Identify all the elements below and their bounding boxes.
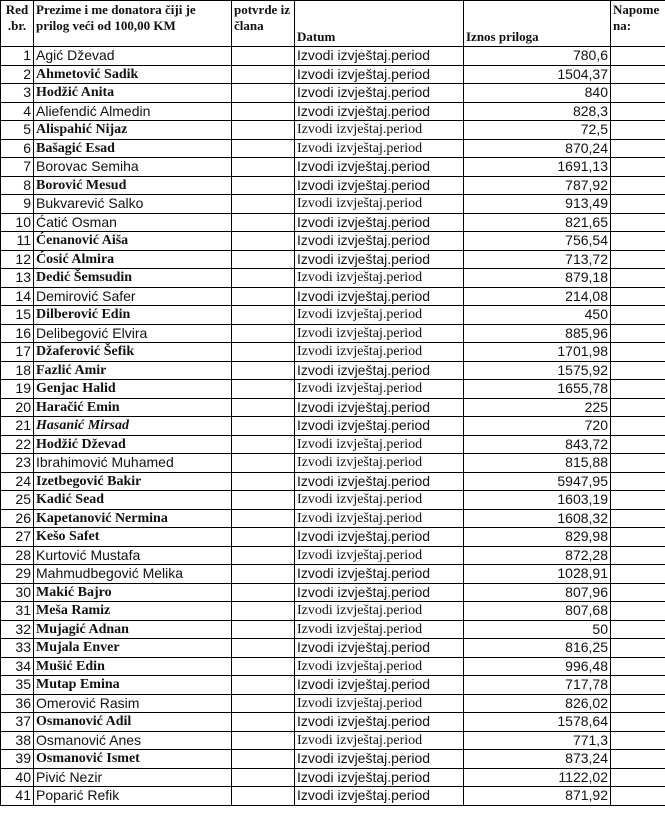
row-number: 39 — [1, 750, 34, 769]
napomena-cell — [611, 713, 665, 732]
napomena-cell — [611, 620, 665, 639]
table-row — [1, 676, 665, 695]
potvrde-cell — [232, 269, 295, 288]
iznos-cell: 872,28 — [464, 546, 611, 565]
table-row — [1, 232, 665, 251]
napomena-cell — [611, 565, 665, 584]
row-number: 36 — [1, 694, 34, 713]
header-iznos: Iznos priloga — [464, 1, 611, 47]
iznos-cell: 1603,19 — [464, 491, 611, 510]
donor-name: Kurtović Mustafa — [34, 546, 232, 565]
donor-name: Hasanić Mirsad — [34, 417, 232, 436]
row-number: 40 — [1, 768, 34, 787]
napomena-cell — [611, 472, 665, 491]
table-row — [1, 731, 665, 750]
table-row — [1, 620, 665, 639]
napomena-cell — [611, 398, 665, 417]
napomena-cell — [611, 343, 665, 362]
potvrde-cell — [232, 676, 295, 695]
table-row — [1, 65, 665, 84]
table-row — [1, 435, 665, 454]
donor-name: Omerović Rasim — [34, 694, 232, 713]
datum-cell: Izvodi izvještaj.period — [295, 787, 464, 806]
potvrde-cell — [232, 546, 295, 565]
datum-cell: Izvodi izvještaj.period — [295, 176, 464, 195]
iznos-cell: 996,48 — [464, 657, 611, 676]
datum-cell: Izvodi izvještaj.period — [295, 324, 464, 343]
datum-cell: Izvodi izvještaj.period — [295, 102, 464, 121]
iznos-cell: 1122,02 — [464, 768, 611, 787]
row-number: 33 — [1, 639, 34, 658]
datum-cell: Izvodi izvještaj.period — [295, 731, 464, 750]
potvrde-cell — [232, 435, 295, 454]
donor-name: Ćatić Osman — [34, 213, 232, 232]
iznos-cell: 885,96 — [464, 324, 611, 343]
napomena-cell — [611, 528, 665, 547]
row-number: 1 — [1, 47, 34, 66]
potvrde-cell — [232, 361, 295, 380]
donor-name: Haračić Emin — [34, 398, 232, 417]
napomena-cell — [611, 787, 665, 806]
datum-cell: Izvodi izvještaj.period — [295, 676, 464, 695]
potvrde-cell — [232, 195, 295, 214]
napomena-cell — [611, 47, 665, 66]
potvrde-cell — [232, 213, 295, 232]
potvrde-cell — [232, 583, 295, 602]
potvrde-cell — [232, 787, 295, 806]
row-number: 27 — [1, 528, 34, 547]
iznos-cell: 450 — [464, 306, 611, 325]
iznos-cell: 879,18 — [464, 269, 611, 288]
donor-name: Alispahić Nijaz — [34, 121, 232, 140]
iznos-cell: 5947,95 — [464, 472, 611, 491]
table-row — [1, 750, 665, 769]
donor-name: Borović Mesud — [34, 176, 232, 195]
table-row — [1, 639, 665, 658]
datum-cell: Izvodi izvještaj.period — [295, 47, 464, 66]
potvrde-cell — [232, 768, 295, 787]
row-number: 13 — [1, 269, 34, 288]
potvrde-cell — [232, 602, 295, 621]
datum-cell: Izvodi izvještaj.period — [295, 435, 464, 454]
potvrde-cell — [232, 287, 295, 306]
iznos-cell: 829,98 — [464, 528, 611, 547]
donor-name: Izetbegović Bakir — [34, 472, 232, 491]
napomena-cell — [611, 602, 665, 621]
row-number: 35 — [1, 676, 34, 695]
napomena-cell — [611, 509, 665, 528]
donor-name: Fazlić Amir — [34, 361, 232, 380]
row-number: 37 — [1, 713, 34, 732]
napomena-cell — [611, 380, 665, 399]
table-row — [1, 454, 665, 473]
potvrde-cell — [232, 657, 295, 676]
napomena-cell — [611, 102, 665, 121]
datum-cell: Izvodi izvještaj.period — [295, 195, 464, 214]
potvrde-cell — [232, 398, 295, 417]
table-row — [1, 657, 665, 676]
donor-name: Poparić Refik — [34, 787, 232, 806]
table-row — [1, 306, 665, 325]
napomena-cell — [611, 639, 665, 658]
table-row — [1, 195, 665, 214]
row-number: 22 — [1, 435, 34, 454]
iznos-cell: 807,68 — [464, 602, 611, 621]
datum-cell: Izvodi izvještaj.period — [295, 472, 464, 491]
iznos-cell: 720 — [464, 417, 611, 436]
header-row — [1, 1, 665, 47]
potvrde-cell — [232, 417, 295, 436]
napomena-cell — [611, 158, 665, 177]
napomena-cell — [611, 84, 665, 103]
table-row — [1, 84, 665, 103]
napomena-cell — [611, 213, 665, 232]
iznos-cell: 1504,37 — [464, 65, 611, 84]
row-number: 17 — [1, 343, 34, 362]
napomena-cell — [611, 195, 665, 214]
potvrde-cell — [232, 491, 295, 510]
datum-cell: Izvodi izvještaj.period — [295, 213, 464, 232]
row-number: 12 — [1, 250, 34, 269]
datum-cell: Izvodi izvještaj.period — [295, 232, 464, 251]
table-row — [1, 287, 665, 306]
row-number: 41 — [1, 787, 34, 806]
datum-cell: Izvodi izvještaj.period — [295, 121, 464, 140]
table-row — [1, 324, 665, 343]
napomena-cell — [611, 454, 665, 473]
napomena-cell — [611, 250, 665, 269]
donor-name: Mujala Enver — [34, 639, 232, 658]
potvrde-cell — [232, 713, 295, 732]
napomena-cell — [611, 361, 665, 380]
donor-name: Agić Dževad — [34, 47, 232, 66]
napomena-cell — [611, 750, 665, 769]
donor-name: Makić Bajro — [34, 583, 232, 602]
datum-cell: Izvodi izvještaj.period — [295, 250, 464, 269]
potvrde-cell — [232, 565, 295, 584]
potvrde-cell — [232, 750, 295, 769]
iznos-cell: 870,24 — [464, 139, 611, 158]
datum-cell: Izvodi izvještaj.period — [295, 528, 464, 547]
datum-cell: Izvodi izvještaj.period — [295, 768, 464, 787]
iznos-cell: 871,92 — [464, 787, 611, 806]
row-number: 11 — [1, 232, 34, 251]
napomena-cell — [611, 694, 665, 713]
row-number: 10 — [1, 213, 34, 232]
donor-name: Ćenanović Aiša — [34, 232, 232, 251]
potvrde-cell — [232, 47, 295, 66]
potvrde-cell — [232, 121, 295, 140]
table-row — [1, 546, 665, 565]
row-number: 2 — [1, 65, 34, 84]
iznos-cell: 815,88 — [464, 454, 611, 473]
iznos-cell: 826,02 — [464, 694, 611, 713]
napomena-cell — [611, 417, 665, 436]
row-number: 5 — [1, 121, 34, 140]
donor-name: Mujagić Adnan — [34, 620, 232, 639]
iznos-cell: 1701,98 — [464, 343, 611, 362]
iznos-cell: 225 — [464, 398, 611, 417]
napomena-cell — [611, 269, 665, 288]
donor-name: Mahmudbegović Melika — [34, 565, 232, 584]
potvrde-cell — [232, 324, 295, 343]
potvrde-cell — [232, 84, 295, 103]
napomena-cell — [611, 232, 665, 251]
iznos-cell: 807,96 — [464, 583, 611, 602]
donor-name: Meša Ramiz — [34, 602, 232, 621]
donor-name: Dilberović Edin — [34, 306, 232, 325]
datum-cell: Izvodi izvještaj.period — [295, 657, 464, 676]
row-number: 30 — [1, 583, 34, 602]
row-number: 16 — [1, 324, 34, 343]
header-rb: Red .br. — [1, 1, 34, 47]
row-number: 28 — [1, 546, 34, 565]
table-row — [1, 176, 665, 195]
table-row — [1, 158, 665, 177]
table-row — [1, 509, 665, 528]
datum-cell: Izvodi izvještaj.period — [295, 620, 464, 639]
napomena-cell — [611, 657, 665, 676]
potvrde-cell — [232, 694, 295, 713]
iznos-cell: 1691,13 — [464, 158, 611, 177]
row-number: 26 — [1, 509, 34, 528]
datum-cell: Izvodi izvještaj.period — [295, 269, 464, 288]
donor-name: Borovac Semiha — [34, 158, 232, 177]
datum-cell: Izvodi izvještaj.period — [295, 398, 464, 417]
potvrde-cell — [232, 639, 295, 658]
table-row — [1, 583, 665, 602]
donor-name: Kešo Safet — [34, 528, 232, 547]
potvrde-cell — [232, 250, 295, 269]
row-number: 32 — [1, 620, 34, 639]
table-row — [1, 380, 665, 399]
napomena-cell — [611, 731, 665, 750]
datum-cell: Izvodi izvještaj.period — [295, 139, 464, 158]
donor-name: Hodžić Anita — [34, 84, 232, 103]
row-number: 7 — [1, 158, 34, 177]
donor-name: Osmanović Adil — [34, 713, 232, 732]
potvrde-cell — [232, 343, 295, 362]
iznos-cell: 771,3 — [464, 731, 611, 750]
potvrde-cell — [232, 139, 295, 158]
iznos-cell: 717,78 — [464, 676, 611, 695]
table-row — [1, 269, 665, 288]
table-row — [1, 213, 665, 232]
datum-cell: Izvodi izvještaj.period — [295, 583, 464, 602]
iznos-cell: 1028,91 — [464, 565, 611, 584]
table-row — [1, 472, 665, 491]
iznos-cell: 913,49 — [464, 195, 611, 214]
datum-cell: Izvodi izvještaj.period — [295, 84, 464, 103]
datum-cell: Izvodi izvještaj.period — [295, 361, 464, 380]
datum-cell: Izvodi izvještaj.period — [295, 417, 464, 436]
datum-cell: Izvodi izvještaj.period — [295, 565, 464, 584]
potvrde-cell — [232, 509, 295, 528]
donor-name: Delibegović Elvira — [34, 324, 232, 343]
iznos-cell: 756,54 — [464, 232, 611, 251]
row-number: 38 — [1, 731, 34, 750]
row-number: 8 — [1, 176, 34, 195]
datum-cell: Izvodi izvještaj.period — [295, 509, 464, 528]
table-row — [1, 602, 665, 621]
table-row — [1, 713, 665, 732]
donor-name: Ahmetović Sadik — [34, 65, 232, 84]
datum-cell: Izvodi izvještaj.period — [295, 287, 464, 306]
donor-name: Mutap Emina — [34, 676, 232, 695]
napomena-cell — [611, 491, 665, 510]
table-row — [1, 361, 665, 380]
datum-cell: Izvodi izvještaj.period — [295, 750, 464, 769]
iznos-cell: 214,08 — [464, 287, 611, 306]
iznos-cell: 1608,32 — [464, 509, 611, 528]
header-name: Prezime i me donatora čiji je prilog veći od 100,00 KM — [34, 1, 232, 47]
table-row — [1, 787, 665, 806]
table-row — [1, 694, 665, 713]
datum-cell: Izvodi izvještaj.period — [295, 306, 464, 325]
iznos-cell: 816,25 — [464, 639, 611, 658]
iznos-cell: 843,72 — [464, 435, 611, 454]
datum-cell: Izvodi izvještaj.period — [295, 65, 464, 84]
table-row — [1, 139, 665, 158]
row-number: 25 — [1, 491, 34, 510]
datum-cell: Izvodi izvještaj.period — [295, 491, 464, 510]
datum-cell: Izvodi izvještaj.period — [295, 602, 464, 621]
row-number: 29 — [1, 565, 34, 584]
potvrde-cell — [232, 620, 295, 639]
donor-name: Demirović Safer — [34, 287, 232, 306]
row-number: 18 — [1, 361, 34, 380]
row-number: 23 — [1, 454, 34, 473]
iznos-cell: 1655,78 — [464, 380, 611, 399]
header-napomena: Napome na: — [611, 1, 665, 47]
datum-cell: Izvodi izvještaj.period — [295, 639, 464, 658]
napomena-cell — [611, 676, 665, 695]
datum-cell: Izvodi izvještaj.period — [295, 158, 464, 177]
potvrde-cell — [232, 232, 295, 251]
napomena-cell — [611, 546, 665, 565]
row-number: 3 — [1, 84, 34, 103]
donor-name: Hodžić Dževad — [34, 435, 232, 454]
header-datum: Datum — [295, 1, 464, 47]
table-row — [1, 250, 665, 269]
potvrde-cell — [232, 176, 295, 195]
table-row — [1, 528, 665, 547]
potvrde-cell — [232, 380, 295, 399]
donor-name: Bukvarević Salko — [34, 195, 232, 214]
donor-name: Kadić Sead — [34, 491, 232, 510]
potvrde-cell — [232, 454, 295, 473]
donor-name: Pivić Nezir — [34, 768, 232, 787]
row-number: 21 — [1, 417, 34, 436]
table-row — [1, 343, 665, 362]
iznos-cell: 1575,92 — [464, 361, 611, 380]
row-number: 20 — [1, 398, 34, 417]
potvrde-cell — [232, 158, 295, 177]
table-row — [1, 768, 665, 787]
donor-name: Kapetanović Nermina — [34, 509, 232, 528]
donor-name: Ćosić Almira — [34, 250, 232, 269]
table-body — [1, 47, 665, 806]
napomena-cell — [611, 583, 665, 602]
iznos-cell: 821,65 — [464, 213, 611, 232]
row-number: 9 — [1, 195, 34, 214]
napomena-cell — [611, 306, 665, 325]
potvrde-cell — [232, 65, 295, 84]
napomena-cell — [611, 287, 665, 306]
napomena-cell — [611, 435, 665, 454]
row-number: 24 — [1, 472, 34, 491]
iznos-cell: 780,6 — [464, 47, 611, 66]
table-row — [1, 565, 665, 584]
table-row — [1, 102, 665, 121]
table-row — [1, 398, 665, 417]
napomena-cell — [611, 121, 665, 140]
table-row — [1, 47, 665, 66]
potvrde-cell — [232, 731, 295, 750]
row-number: 14 — [1, 287, 34, 306]
potvrde-cell — [232, 102, 295, 121]
donor-name: Bašagić Esad — [34, 139, 232, 158]
iznos-cell: 72,5 — [464, 121, 611, 140]
datum-cell: Izvodi izvještaj.period — [295, 343, 464, 362]
row-number: 6 — [1, 139, 34, 158]
iznos-cell: 873,24 — [464, 750, 611, 769]
napomena-cell — [611, 65, 665, 84]
iznos-cell: 1578,64 — [464, 713, 611, 732]
table-row — [1, 491, 665, 510]
donor-name: Osmanović Ismet — [34, 750, 232, 769]
table-row — [1, 417, 665, 436]
napomena-cell — [611, 768, 665, 787]
donor-name: Džaferović Šefik — [34, 343, 232, 362]
napomena-cell — [611, 139, 665, 158]
iznos-cell: 713,72 — [464, 250, 611, 269]
row-number: 31 — [1, 602, 34, 621]
row-number: 15 — [1, 306, 34, 325]
donor-name: Osmanović Anes — [34, 731, 232, 750]
iznos-cell: 840 — [464, 84, 611, 103]
potvrde-cell — [232, 528, 295, 547]
iznos-cell: 828,3 — [464, 102, 611, 121]
potvrde-cell — [232, 472, 295, 491]
row-number: 34 — [1, 657, 34, 676]
datum-cell: Izvodi izvještaj.period — [295, 454, 464, 473]
datum-cell: Izvodi izvještaj.period — [295, 546, 464, 565]
datum-cell: Izvodi izvještaj.period — [295, 694, 464, 713]
napomena-cell — [611, 324, 665, 343]
napomena-cell — [611, 176, 665, 195]
iznos-cell: 50 — [464, 620, 611, 639]
donor-name: Ibrahimović Muhamed — [34, 454, 232, 473]
row-number: 4 — [1, 102, 34, 121]
row-number: 19 — [1, 380, 34, 399]
header-potvrde: potvrde iz člana — [232, 1, 295, 47]
iznos-cell: 787,92 — [464, 176, 611, 195]
potvrde-cell — [232, 306, 295, 325]
donor-name: Genjac Halid — [34, 380, 232, 399]
datum-cell: Izvodi izvještaj.period — [295, 380, 464, 399]
donor-name: Aliefendić Almedin — [34, 102, 232, 121]
donor-name: Mušić Edin — [34, 657, 232, 676]
donor-name: Dedić Šemsudin — [34, 269, 232, 288]
table-row — [1, 121, 665, 140]
datum-cell: Izvodi izvještaj.period — [295, 713, 464, 732]
